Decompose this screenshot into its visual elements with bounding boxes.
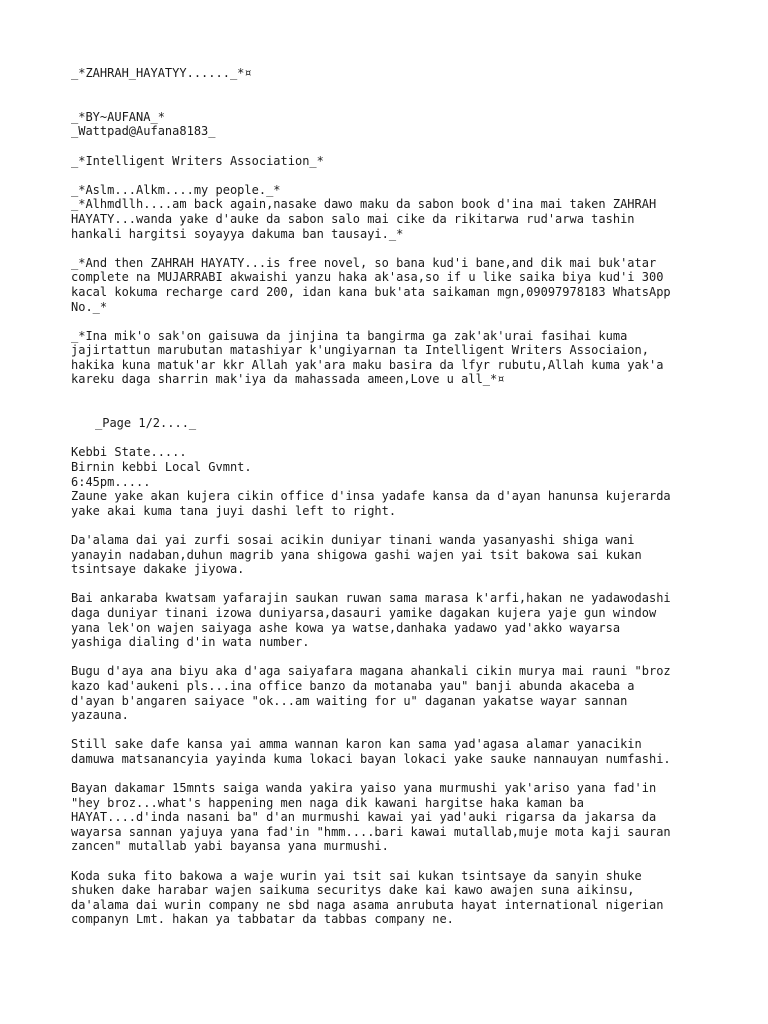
paragraph-line: Bai ankaraba kwatsam yafarajin saukan ruwan sama marasa k'arfi,hakan ne yadawodashi	[71, 591, 671, 606]
paragraph-line: da'alama dai wurin company ne sbd naga asama anrubuta hayat international nigerian	[71, 897, 664, 912]
setting-line: Birnin kebbi Local Gvmnt.	[71, 460, 252, 475]
story-paragraph	[71, 533, 711, 577]
prayer-line: _*Ina mik'o sak'on gaisuwa da jinjina ta bangirma ga zak'ak'urai fasihai kuma	[71, 328, 628, 343]
setting-line: Kebbi State.....	[71, 445, 187, 460]
prayer-block	[71, 329, 711, 387]
setting-line: 6:45pm.....	[71, 474, 151, 489]
story-paragraph	[71, 737, 711, 766]
paragraph-line: companyn Lmt. hakan ya tabbatar da tabbas company ne.	[71, 912, 454, 927]
greeting-block	[71, 183, 711, 241]
greeting-line: hankali hargitsi soyayya dakuma ban tausayi._*	[71, 226, 404, 241]
setting-block	[71, 445, 711, 518]
paragraph-line: Bayan dakamar 15mnts saiga wanda yakira yaiso yana murmushi yak'ariso yana fad'in	[71, 781, 657, 796]
notice-line: No._*	[71, 299, 108, 314]
prayer-line: kareku daga sharrin mak'iya da mahassada ameen,Love u all_*¤	[71, 372, 505, 387]
paragraph-line: yazauna.	[71, 708, 129, 723]
paragraph-line: yashiga dialing d'in wata number.	[71, 635, 310, 650]
paragraph-line: Still sake dafe kansa yai amma wannan karon kan sama yad'agasa alamar yanacikin	[71, 737, 642, 752]
setting-line: yake akai kuma tana juyi dashi left to right.	[71, 503, 397, 518]
prayer-line: jajirtattun marubutan matashiyar k'ungiyarnan ta Intelligent Writers Associaion,	[71, 343, 649, 358]
wattpad-handle: _Wattpad@Aufana8183_	[71, 124, 216, 139]
paragraph-line: daga duniyar tinani izowa duniyarsa,dasauri yamike dagakan kujera yaje gun window	[71, 605, 657, 620]
story-title: _*ZAHRAH_HAYATYY......_*¤	[71, 66, 252, 80]
notice-line: complete na MUJARRABI akwaishi yanzu haka ak'asa,so if u like saika biya kud'i 300	[71, 270, 664, 285]
notice-block	[71, 256, 711, 314]
paragraph-line: wayarsa sannan yajuya yana fad'in "hmm....bari kawai mutallab,muje mota kaji sauran	[71, 824, 671, 839]
paragraph-line: zancen" mutallab yabi bayansa yana murmushi.	[71, 839, 389, 854]
paragraph-line: Bugu d'aya ana biyu aka d'aga saiyafara magana ahankali cikin murya mai rauni "broz	[71, 664, 671, 679]
setting-line: Zaune yake akan kujera cikin office d'insa yadafe kansa da d'ayan hanunsa kujerarda	[71, 489, 671, 504]
paragraph-line: yana lek'on wajen saiyaga ashe kowa ya watse,danhaka yadawo yad'akko wayarsa	[71, 620, 621, 635]
paragraph-line: Da'alama dai yai zurfi sosai acikin duniyar tinani wanda yasanyashi shiga wani	[71, 533, 635, 547]
story-paragraph	[71, 869, 711, 927]
paragraph-line: HAYAT....d'inda nasani ba" d'an murmushi kawai yai yad'auki rigarsa da jakarsa da	[71, 810, 657, 825]
paragraph-line: Koda suka fito bakowa a waje wurin yai tsit sai kukan tsintsaye da sanyin shuke	[71, 868, 642, 883]
document-page	[71, 66, 711, 927]
greeting-line: _*Aslm...Alkm....my people._*	[71, 182, 281, 197]
notice-line: kacal kokuma recharge card 200, idan kana buk'ata saikaman mgn,09097978183 WhatsApp	[71, 284, 671, 299]
paragraph-line: kazo kad'aukeni pls...ina office banzo da motanaba yau" banji abunda akaceba a	[71, 678, 635, 693]
paragraph-line: yanayin nadaban,duhun magrib yana shigowa gashi wajen yai tsit bakowa sai kukan	[71, 547, 642, 562]
paragraph-line: damuwa matsanancyia yayinda kuma lokaci bayan lokaci yake sauke nannauyan numfashi.	[71, 751, 671, 766]
paragraph-line: tsintsaye dakake jiyowa.	[71, 562, 245, 577]
paragraph-line: "hey broz...what's happening men naga dik kawani hargitse haka kaman ba	[71, 795, 584, 810]
story-paragraph	[71, 664, 711, 722]
story-paragraph	[71, 591, 711, 649]
paragraph-line: d'ayan b'angaren saiyace "ok...am waiting for u" daganan yakatse wayar sannan	[71, 693, 628, 708]
paragraph-line: shuken dake harabar wajen saikuma securitys dake kai kawo awajen suna aikinsu,	[71, 883, 635, 898]
story-paragraph	[71, 781, 711, 854]
greeting-line: _*Alhmdllh....am back again,nasake dawo maku da sabon book d'ina mai taken ZAHRAH	[71, 197, 657, 212]
prayer-line: hakika kuna matuk'ar kkr Allah yak'ara maku basira da lfyr rubutu,Allah kuma yak'a	[71, 357, 664, 372]
page-marker: _Page 1/2...._	[95, 416, 197, 431]
greeting-line: HAYATY...wanda yake d'auke da sabon salo mai cike da rikitarwa rud'arwa tashin	[71, 211, 635, 226]
notice-line: _*And then ZAHRAH HAYATY...is free novel, so bana kud'i bane,and dik mai buk'atar	[71, 255, 657, 270]
association-name: _*Intelligent Writers Association_*	[71, 153, 324, 168]
author-line: _*BY~AUFANA_*	[71, 109, 165, 124]
